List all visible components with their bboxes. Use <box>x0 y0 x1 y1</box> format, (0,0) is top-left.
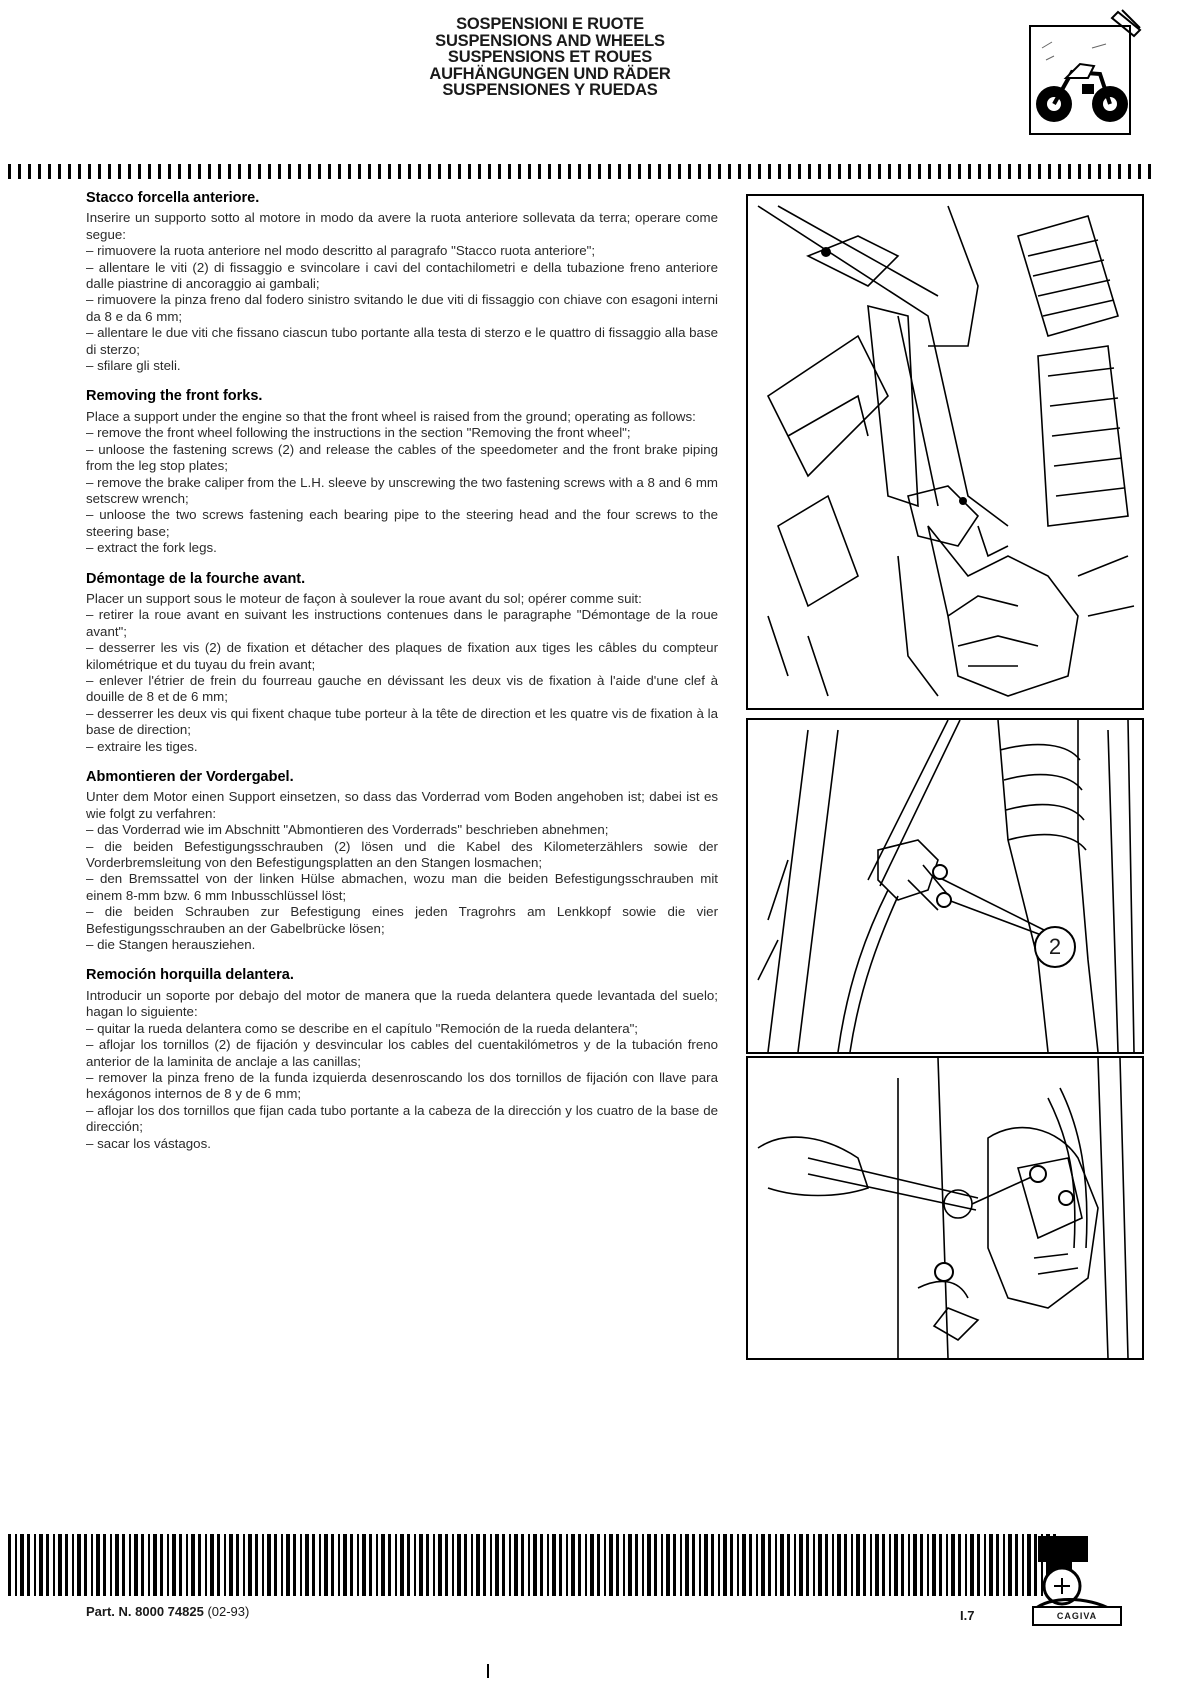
list-item: – rimuovere la ruota anteriore nel modo descritto al paragrafo "Stacco ruota anteriore"; <box>86 243 718 259</box>
list-item: – remove the brake caliper from the L.H. sleeve by unscrewing the two fastening screws with a 8 and 6 mm setscrew wrench; <box>86 475 718 508</box>
list-item: – sfilare gli steli. <box>86 358 718 374</box>
figure-fastening-screws <box>746 718 1144 1054</box>
list-item: – unloose the fastening screws (2) and release the cables of the speedometer and the front brake piping from the leg stop plates; <box>86 442 718 475</box>
list-item: – extract the fork legs. <box>86 540 718 556</box>
step-list <box>86 243 718 374</box>
section-german <box>86 769 718 953</box>
section-title: Stacco forcella anteriore. <box>86 190 260 206</box>
section-italian <box>86 190 718 374</box>
section-title: Removing the front forks. <box>86 388 263 405</box>
section-intro: Place a support under the engine so that the front wheel is raised from the ground; operating as follows: <box>86 408 696 424</box>
figure-brake-caliper <box>746 1056 1144 1360</box>
part-date: (02-93) <box>207 1604 250 1619</box>
section-intro: Inserire un supporto sotto al motore in modo da avere la ruota anteriore sollevata da terra; operare come segue: <box>86 210 718 242</box>
figure-fork-removal <box>746 194 1144 710</box>
page-number: I.7 <box>960 1608 975 1623</box>
list-item: – den Bremssattel von der linken Hülse abmachen, wozu man die beiden Befestigungsschrauben mit einem 8-mm bzw. 6 mm Inbusschlüssel löst; <box>86 871 718 904</box>
part-number: Part. N. 8000 74825 <box>86 1604 204 1619</box>
instructions-column <box>86 190 718 1166</box>
header-title-fr: SUSPENSIONS ET ROUES <box>447 48 653 66</box>
header-title-en: SUSPENSIONS AND WHEELS <box>435 31 665 50</box>
step-list <box>86 1021 718 1152</box>
section-title: Remoción horquilla delantera. <box>86 967 294 984</box>
list-item: – allentare le due viti che fissano ciascun tubo portante alla testa di sterzo e le quattro di fissaggio alla base di sterzo; <box>86 325 718 358</box>
brand-wordmark: CAGIVA <box>1032 1606 1122 1626</box>
section-spanish <box>86 967 718 1151</box>
section-title: Démontage de la fourche avant. <box>86 570 306 587</box>
list-item: – rimuovere la pinza freno dal fodero sinistro svitando le due viti di fissaggio con chiave con esagoni interni da 8 e da 6 mm; <box>86 292 718 325</box>
section-intro: Introducir un soporte por debajo del motor de manera que la rueda delantera quede levantada del suelo; hagan lo siguiente: <box>86 987 718 1020</box>
list-item: – quitar la rueda delantera como se describe en el capítulo "Remoción de la rueda delantera"; <box>86 1021 718 1037</box>
list-item: – allentare le viti (2) di fissaggio e svincolare i cavi del contachilometri e della tubazione freno anteriore dalle piastrine di ancoraggio ai gambali; <box>86 260 718 293</box>
list-item: – die beiden Befestigungsschrauben (2) lösen und die Kabel des Kilometerzählers sowie der Vorderbremsleitung von den Befestigungsplatten an den Stangen losmachen; <box>86 839 718 872</box>
page-header <box>300 16 800 99</box>
section-intro: Unter dem Motor einen Support einsetzen, so dass das Vorderrad vom Boden angehoben ist; dabei ist es wie folgt zu verfahren: <box>86 789 718 821</box>
bottom-barcode-rule <box>8 1534 1060 1596</box>
list-item: – aflojar los tornillos (2) de fijación y desvincular los cables del cuentakilómetros y de la tubación freno anterior de la laminita de anclaje a las canillas; <box>86 1037 718 1070</box>
step-list <box>86 607 718 755</box>
motorcycle-suspension-wheels-icon <box>1022 8 1146 138</box>
callout-screws: 2 <box>1034 926 1076 968</box>
footer-part-number <box>86 1604 249 1619</box>
list-item: – aflojar los dos tornillos que fijan cada tubo portante a la cabeza de la dirección y los cuatro de la base de dirección; <box>86 1103 718 1136</box>
list-item: – das Vorderrad wie im Abschnitt "Abmontieren des Vorderrads" beschrieben abnehmen; <box>86 822 718 838</box>
section-english <box>86 388 718 556</box>
step-list <box>86 822 718 953</box>
list-item: – enlever l'étrier de frein du fourreau gauche en dévissant les deux vis de fixation à l'aide d'une clef à douille de 8 et de 6 mm; <box>86 673 718 706</box>
list-item: – extraire les tiges. <box>86 739 718 755</box>
list-item: – retirer la roue avant en suivant les instructions contenues dans le paragraphe "Démontage de la roue avant"; <box>86 607 718 640</box>
list-item: – desserrer les vis (2) de fixation et détacher des plaques de fixation aux tiges les câbles du compteur kilométrique et du tuyau du frein avant; <box>86 640 718 673</box>
header-title-de: AUFHÄNGUNGEN UND RÄDER <box>429 64 671 83</box>
top-barcode-rule <box>8 164 1158 179</box>
list-item: – remove the front wheel following the instructions in the section "Removing the front wheel"; <box>86 425 718 441</box>
bottom-crop-mark <box>487 1664 489 1678</box>
header-title-es: SUSPENSIONES Y RUEDAS <box>442 81 658 99</box>
section-intro: Placer un support sous le moteur de façon à soulever la roue avant du sol; opérer comme suit: <box>86 590 642 606</box>
list-item: – die Stangen herausziehen. <box>86 937 718 953</box>
step-list <box>86 425 718 556</box>
list-item: – desserrer les deux vis qui fixent chaque tube porteur à la tête de direction et les quatre vis de fixation à la base de direction; <box>86 706 718 739</box>
list-item: – remover la pinza freno de la funda izquierda desenroscando los dos tornillos de fijación con llave para hexágonos internos de 8 y de 6 mm; <box>86 1070 718 1103</box>
header-title-it: SOSPENSIONI E RUOTE <box>456 15 644 33</box>
section-title: Abmontieren der Vordergabel. <box>86 769 294 785</box>
list-item: – sacar los vástagos. <box>86 1136 718 1152</box>
list-item: – unloose the two screws fastening each bearing pipe to the steering head and the four screws to the steering base; <box>86 507 718 540</box>
section-french <box>86 571 718 755</box>
list-item: – die beiden Schrauben zur Befestigung eines jeden Tragrohrs am Lenkkopf sowie die vier Befestigungsschrauben an der Gabelbrücke lösen; <box>86 904 718 937</box>
